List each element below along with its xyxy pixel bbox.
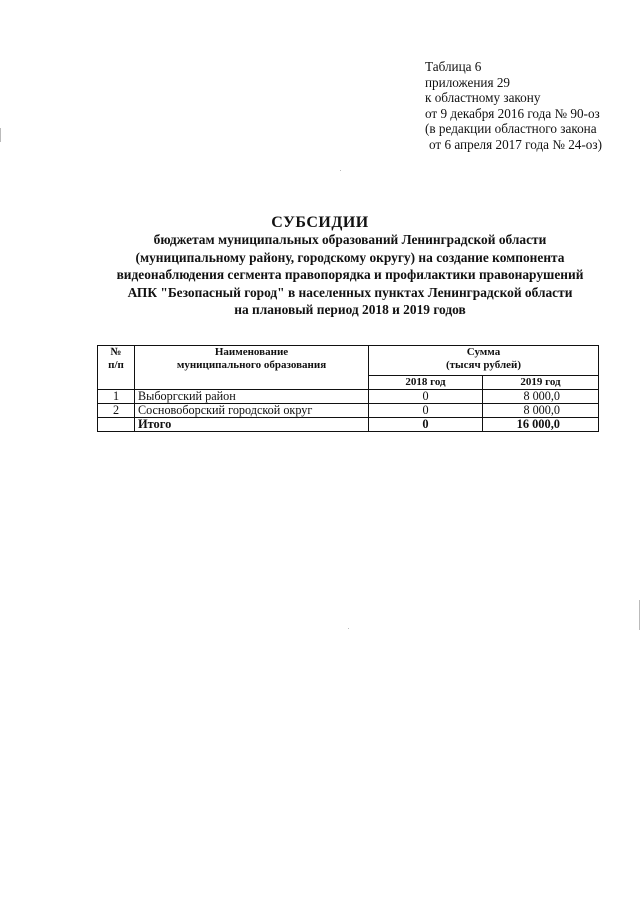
column-header-2019: 2019 год xyxy=(483,376,599,390)
subtitle-line: видеонаблюдения сегмента правопорядка и профилактики правонарушений xyxy=(116,267,584,283)
table-total-row xyxy=(98,418,599,432)
header-line: к областному закону xyxy=(425,90,541,106)
row-value-2018: 0 xyxy=(369,404,483,418)
column-header-sum xyxy=(369,346,599,376)
subtitle-line: АПК "Безопасный город" в населенных пунктах Ленинградской области xyxy=(127,284,573,300)
row-number: 1 xyxy=(98,390,135,404)
subtitle-line: (муниципальному району, городскому округу) на создание компонента xyxy=(135,249,565,265)
subtitle-line: бюджетам муниципальных образований Ленинградской области xyxy=(153,232,547,247)
row-name: Выборгский район xyxy=(135,390,369,404)
scan-edge-mark xyxy=(0,128,1,142)
row-name: Сосновоборский городской округ xyxy=(135,404,369,418)
document-header xyxy=(425,59,602,153)
row-value-2019: 8 000,0 xyxy=(483,404,599,418)
scan-speck xyxy=(340,170,341,171)
row-value-2019: 8 000,0 xyxy=(483,390,599,404)
column-header-name-label: Наименование муниципального образования xyxy=(176,346,327,371)
subtitle-line: на плановый период 2018 и 2019 годов xyxy=(234,302,466,318)
column-header-number-label: № п/п xyxy=(108,346,124,371)
subsidy-table xyxy=(97,345,599,432)
total-value-2018: 0 xyxy=(369,418,483,432)
row-value-2018: 0 xyxy=(369,390,483,404)
document-subtitle xyxy=(90,231,610,319)
table-row xyxy=(98,390,599,404)
column-header-number xyxy=(98,346,135,390)
column-header-sum-label: Сумма (тысяч рублей) xyxy=(445,346,522,371)
header-line: от 9 декабря 2016 года № 90-оз xyxy=(425,105,600,121)
table-row xyxy=(98,404,599,418)
header-line: (в редакции областного закона xyxy=(425,121,597,137)
total-number xyxy=(98,418,135,432)
column-header-name xyxy=(135,346,369,390)
column-header-2018: 2018 год xyxy=(369,376,483,390)
row-number: 2 xyxy=(98,404,135,418)
document-title: СУБСИДИИ xyxy=(271,214,369,231)
header-line: Таблица 6 xyxy=(425,59,482,74)
header-line: от 6 апреля 2017 года № 24-оз) xyxy=(429,136,602,152)
total-label: Итого xyxy=(135,418,369,432)
total-value-2019: 16 000,0 xyxy=(483,418,599,432)
scan-speck xyxy=(348,628,349,629)
header-line: приложения 29 xyxy=(425,74,511,90)
